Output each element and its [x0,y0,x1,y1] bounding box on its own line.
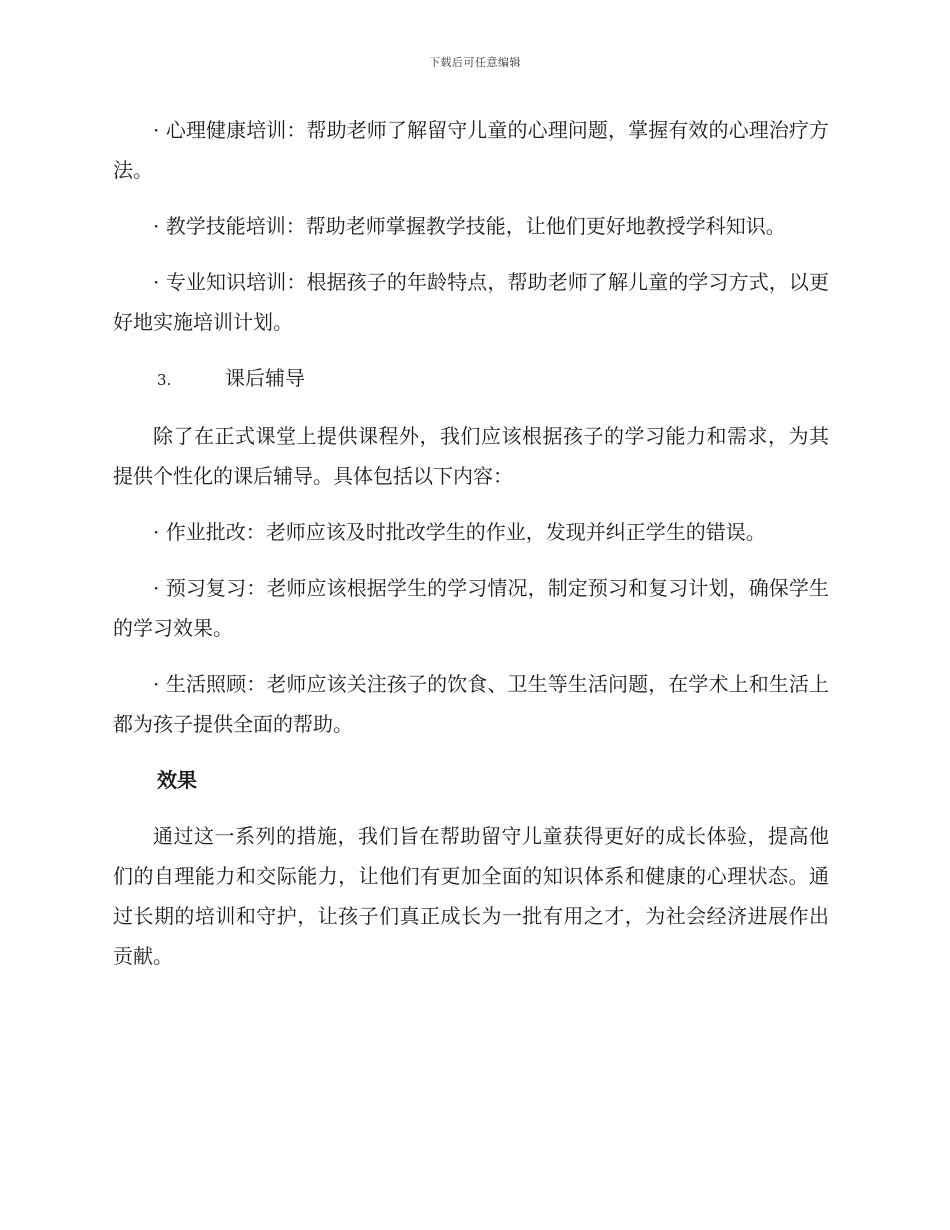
bullet-teaching-skills-training: · 教学技能培训：帮助老师掌握教学技能，让他们更好地教授学科知识。 [153,214,786,238]
numbered-item-after-class-tutoring [113,358,829,400]
document-body [113,110,829,992]
item-title: 课后辅导 [225,366,305,390]
bullet-professional-knowledge-training: · 专业知识培训：根据孩子的年龄特点，帮助老师了解儿童的学习方式，以更好地实施培训计划。 [113,270,829,334]
item-number: 3. [157,371,172,389]
bullet-homework-correction: · 作业批改：老师应该及时批改学生的作业，发现并纠正学生的错误。 [153,520,766,544]
section-heading-effect: 效果 [157,768,197,792]
bullet-preview-review: · 预习复习：老师应该根据学生的学习情况，制定预习和复习计划，确保学生的学习效果。 [113,576,829,640]
bullet-life-care: · 生活照顾：老师应该关注孩子的饮食、卫生等生活问题，在学术上和生活上都为孩子提供全面的帮助。 [113,672,829,736]
paragraph-tutoring-intro: 除了在正式课堂上提供课程外，我们应该根据孩子的学习能力和需求，为其提供个性化的课后辅导。具体包括以下内容： [113,424,829,488]
page-header: 下载后可任意编辑 [429,56,521,69]
bullet-mental-health-training: · 心理健康培训：帮助老师了解留守儿童的心理问题，掌握有效的心理治疗方法。 [113,118,829,182]
paragraph-effect: 通过这一系列的措施，我们旨在帮助留守儿童获得更好的成长体验，提高他们的自理能力和交际能力，让他们有更加全面的知识体系和健康的心理状态。通过长期的培训和守护，让孩子们真正成长为一批有用之才，为社会经济进展作出贡献。 [113,824,829,968]
